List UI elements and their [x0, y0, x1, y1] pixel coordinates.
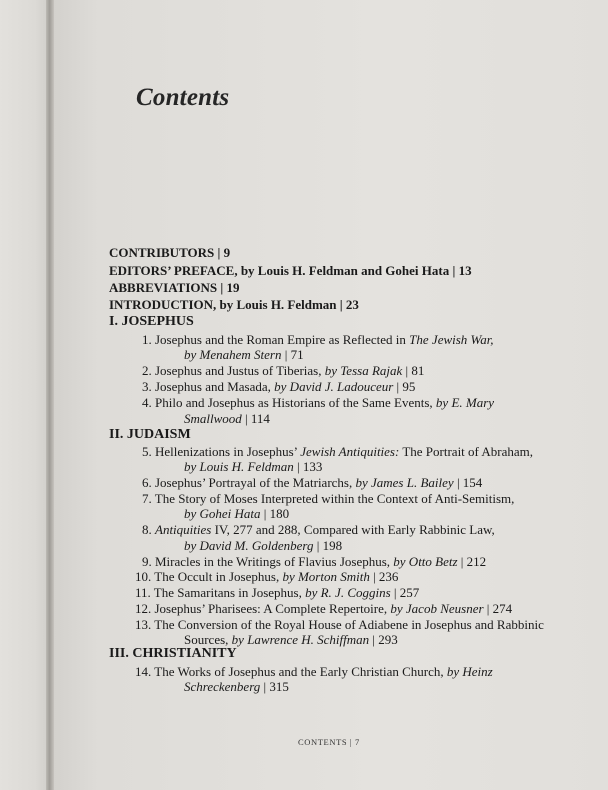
entry-author: by David M. Goldenberg [184, 538, 314, 553]
entry-author: by Tessa Rajak [324, 363, 403, 378]
toc-entry [142, 395, 494, 411]
entry-title: Josephus’ Portrayal of the Matriarchs, [155, 475, 353, 490]
entry-title: The Story of Moses Interpreted within the Context of Anti-Semitism, [154, 491, 515, 506]
entry-title: Sources, [184, 632, 229, 647]
entry-number: 6. [142, 475, 152, 490]
entry-page: | 236 [373, 569, 399, 584]
entry-number: 5. [142, 444, 152, 459]
toc-abbreviations: ABBREVIATIONS | 19 [109, 280, 240, 295]
page-title: Contents [136, 84, 230, 111]
entry-title: Josephus and Masada, [155, 379, 271, 394]
entry-author: by Gohei Hata [184, 506, 261, 521]
toc-section-title: III. CHRISTIANITY [109, 646, 237, 661]
toc-entry [142, 363, 424, 379]
entry-page: | 212 [460, 554, 487, 569]
facing-page-edge [0, 0, 50, 790]
entry-title: Josephus’ Pharisees: A Complete Repertoire, [154, 601, 388, 616]
entry-page: | 198 [316, 538, 343, 553]
toc-contributors: CONTRIBUTORS | 9 [109, 245, 231, 260]
entry-author: by James L. Bailey [355, 475, 454, 490]
toc-entry [142, 444, 533, 460]
entry-number: 3. [142, 379, 152, 394]
entry-page: | 114 [245, 411, 270, 426]
entry-page: | 315 [263, 679, 289, 694]
entry-author: by Louis H. Feldman [184, 459, 294, 474]
book-gutter [46, 0, 54, 790]
toc-entry [135, 617, 544, 633]
entry-number: 1. [142, 332, 152, 347]
entry-number: 4. [142, 395, 152, 410]
toc-entry [142, 522, 495, 538]
toc-entry-byline [184, 506, 289, 522]
entry-number: 10. [135, 569, 152, 584]
entry-number: 9. [142, 554, 152, 569]
entry-number: 12. [135, 601, 152, 616]
entry-italic: Antiquities [155, 522, 212, 537]
entry-author: by E. Mary [435, 395, 495, 410]
entry-author: by Jacob Neusner [390, 601, 484, 616]
entry-title: Hellenizations in Josephus’ [155, 444, 298, 459]
entry-page: | 71 [284, 347, 304, 362]
entry-title: Miracles in the Writings of Flavius Josephus, [155, 554, 391, 569]
entry-title: Josephus and Justus of Tiberias, [155, 363, 322, 378]
entry-number: 2. [142, 363, 152, 378]
entry-italic: Jewish Antiquities: [300, 444, 400, 459]
toc-introduction: INTRODUCTION, by Louis H. Feldman | 23 [109, 297, 359, 312]
toc-entry [142, 554, 486, 570]
entry-page: | 274 [486, 601, 513, 616]
toc-section-title: I. JOSEPHUS [109, 314, 194, 329]
entry-title: The Portrait of Abraham, [402, 444, 534, 459]
entry-number: 13. [135, 617, 152, 632]
entry-title: Philo and Josephus as Historians of the Same Events, [155, 395, 433, 410]
toc-entry-byline [184, 347, 304, 363]
entry-title: The Occult in Josephus, [154, 569, 280, 584]
entry-author: by R. J. Coggins [305, 585, 391, 600]
entry-italic: The Jewish War, [409, 332, 494, 347]
toc-entry [142, 475, 482, 491]
entry-author: by David J. Ladouceur [274, 379, 394, 394]
entry-title: The Samaritans in Josephus, [153, 585, 302, 600]
entry-title: Josephus and the Roman Empire as Reflected in [155, 332, 406, 347]
entry-number: 11. [135, 585, 151, 600]
toc-entry [135, 664, 493, 680]
toc-entry [135, 601, 512, 617]
toc-entry [135, 569, 398, 585]
toc-entry [135, 585, 419, 601]
entry-page: | 257 [393, 585, 420, 600]
toc-entry-byline [184, 679, 289, 695]
entry-page: | 95 [396, 379, 416, 394]
toc-entry [142, 379, 415, 395]
toc-editors-preface: EDITORS’ PREFACE, by Louis H. Feldman and Gohei Hata | 13 [109, 263, 472, 278]
entry-number: 8. [142, 522, 152, 537]
entry-page: | 180 [263, 506, 290, 521]
entry-title: IV, 277 and 288, Compared with Early Rabbinic Law, [214, 522, 495, 537]
entry-title: The Conversion of the Royal House of Adiabene in Josephus and Rabbinic [154, 617, 544, 632]
entry-author: by Morton Smith [282, 569, 370, 584]
entry-author: by Heinz [446, 664, 493, 679]
entry-title: The Works of Josephus and the Early Christian Church, [154, 664, 444, 679]
entry-author: by Lawrence H. Schiffman [231, 632, 370, 647]
page-footer: CONTENTS | 7 [298, 737, 360, 747]
entry-number: 7. [142, 491, 152, 506]
entry-number: 14. [135, 664, 152, 679]
toc-entry-byline [184, 459, 322, 475]
entry-page: | 293 [372, 632, 398, 647]
toc-entry-byline [184, 411, 270, 427]
toc-entry-byline [184, 538, 342, 554]
entry-author: by Menahem Stern [184, 347, 282, 362]
entry-author: by Otto Betz [393, 554, 458, 569]
entry-author: Schreckenberg [184, 679, 261, 694]
entry-author: Smallwood [184, 411, 242, 426]
entry-page: | 133 [297, 459, 323, 474]
entry-page: | 81 [405, 363, 425, 378]
toc-entry [142, 332, 494, 348]
toc-entry [142, 491, 514, 507]
entry-page: | 154 [456, 475, 483, 490]
toc-section-title: II. JUDAISM [109, 427, 191, 442]
